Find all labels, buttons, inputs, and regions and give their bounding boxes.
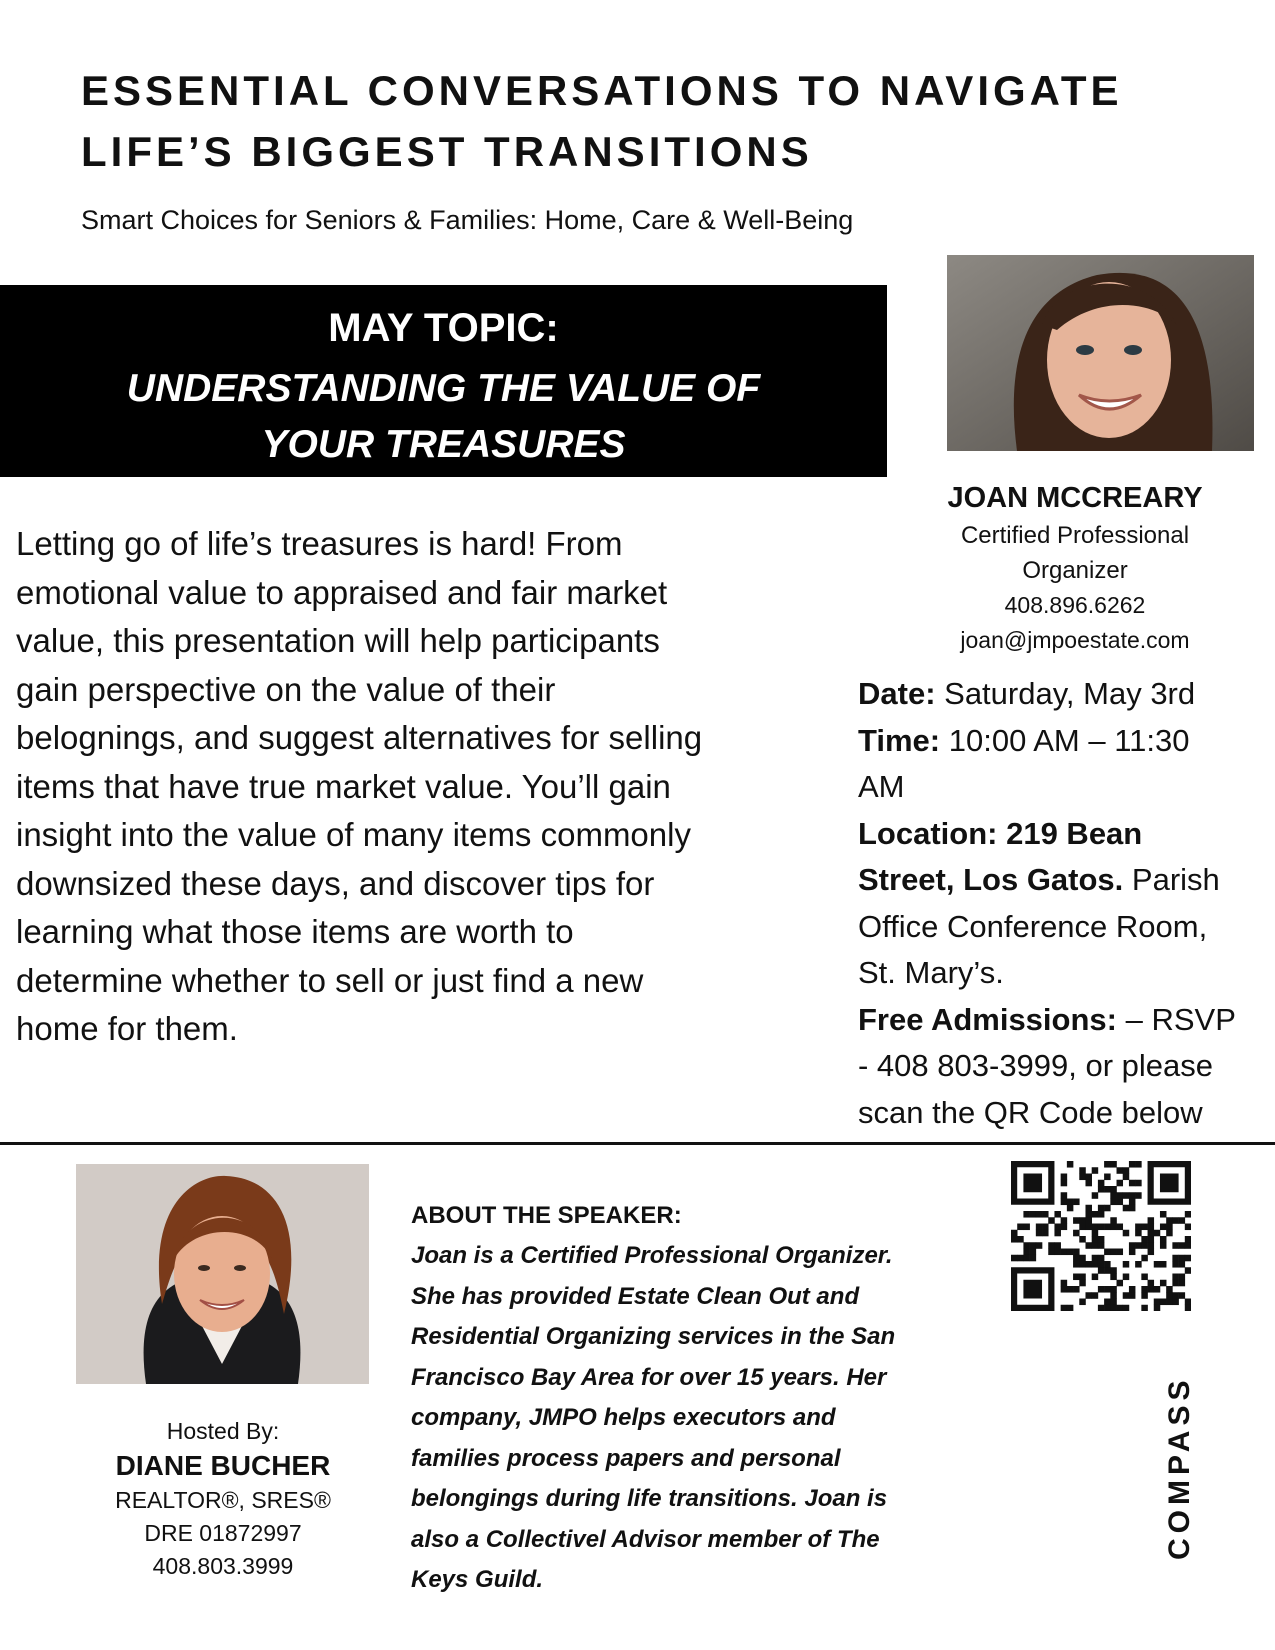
- event-date-value: Saturday, May 3rd: [944, 676, 1196, 711]
- topic-banner: [0, 285, 887, 477]
- speaker-portrait-icon: [947, 255, 1254, 451]
- about-speaker: [411, 1196, 971, 1601]
- event-location-label-1: Location: 219 Bean: [858, 815, 1143, 851]
- flyer-title: [81, 60, 1211, 182]
- event-location-value-3: St. Mary’s.: [858, 955, 1004, 990]
- description-line: downsized these days, and discover tips for: [16, 864, 655, 902]
- host-portrait-icon: [76, 1164, 369, 1384]
- description-line: items that have true market value. You’ll gain: [16, 767, 671, 805]
- description-line: emotional value to appraised and fair market: [16, 573, 668, 611]
- description-line: determine whether to sell or just find a new: [16, 961, 644, 999]
- description-line: Letting go of life’s treasures is hard! From: [16, 525, 623, 562]
- host-photo: [76, 1164, 369, 1384]
- about-line: families process papers and personal: [411, 1444, 841, 1472]
- speaker-role-line-2: Organizer: [1022, 557, 1128, 584]
- topic-label: MAY TOPIC:: [328, 306, 559, 350]
- qr-code-icon: [1011, 1161, 1191, 1311]
- event-time: [858, 718, 1275, 765]
- about-line: also a Collectivel Advisor member of The: [411, 1525, 880, 1553]
- event-location-line-2: [858, 857, 1275, 904]
- about-line: She has provided Estate Clean Out and: [411, 1282, 860, 1310]
- event-admission-line-2: - 408 803-3999, or please: [858, 1048, 1214, 1083]
- event-time-cont: AM: [858, 769, 905, 804]
- host-credentials: REALTOR®, SRES®: [115, 1487, 331, 1513]
- flyer-title-line-2: LIFE’S BIGGEST TRANSITIONS: [81, 128, 813, 175]
- event-location-value-1: Parish: [1131, 862, 1220, 897]
- speaker-photo: [947, 255, 1254, 451]
- description-line: home for them.: [16, 1010, 238, 1047]
- flyer-subtitle: Smart Choices for Seniors & Families: Home, Care & Well-Being: [81, 205, 854, 235]
- event-location-label-2: Street, Los Gatos.: [858, 862, 1124, 897]
- section-divider: [0, 1142, 1275, 1145]
- speaker-phone: 408.896.6262: [1004, 592, 1146, 618]
- about-text: [411, 1236, 971, 1601]
- event-date: [858, 671, 1275, 718]
- about-line: Residential Organizing services in the San: [411, 1323, 896, 1350]
- host-name: DIANE BUCHER: [115, 1450, 331, 1481]
- event-time-label: Time:: [858, 722, 941, 758]
- topic-title-line-1: UNDERSTANDING THE VALUE OF: [126, 367, 761, 410]
- host-license: DRE 01872997: [144, 1520, 302, 1546]
- host-info: [88, 1414, 358, 1583]
- description-line: gain perspective on the value of their: [16, 670, 556, 708]
- event-admission: [858, 997, 1275, 1044]
- description-line: value, this presentation will help participants: [16, 622, 660, 659]
- speaker-role-line-1: Certified Professional: [960, 522, 1190, 549]
- rsvp-qr-code[interactable]: [1011, 1161, 1191, 1311]
- about-line: Joan is a Certified Professional Organizer.: [411, 1242, 893, 1269]
- speaker-name: JOAN MCCREARY: [947, 482, 1203, 514]
- description-line: belognings, and suggest alternatives for selling: [16, 719, 703, 756]
- about-line: Francisco Bay Area for over 15 years. Her: [411, 1363, 887, 1391]
- event-location-value-2: Office Conference Room,: [858, 908, 1208, 944]
- host-label: Hosted By:: [166, 1418, 280, 1444]
- event-time-value: 10:00 AM – 11:30: [948, 722, 1190, 758]
- compass-logo: [1160, 1375, 1200, 1560]
- about-line: company, JMPO helps executors and: [411, 1404, 836, 1431]
- description-line: insight into the value of many items commonly: [16, 816, 691, 853]
- compass-logo-text: COMPASS: [1163, 1375, 1196, 1560]
- host-phone: 408.803.3999: [152, 1553, 294, 1579]
- about-heading: ABOUT THE SPEAKER:: [411, 1202, 682, 1229]
- speaker-email[interactable]: joan@jmpoestate.com: [960, 627, 1190, 653]
- event-location-line-1: [858, 811, 1275, 858]
- event-admission-line-3: scan the QR Code below: [858, 1094, 1203, 1130]
- flyer-title-line-1: ESSENTIAL CONVERSATIONS TO NAVIGATE: [81, 67, 1123, 114]
- event-details: [858, 671, 1275, 1136]
- about-line: belongings during life transitions. Joan is: [411, 1485, 888, 1512]
- about-line: Keys Guild.: [411, 1566, 544, 1593]
- event-date-label: Date:: [858, 676, 936, 711]
- event-admission-label: Free Admissions:: [858, 1001, 1117, 1037]
- event-description: [16, 520, 826, 1054]
- description-line: learning what those items are worth to: [16, 913, 574, 950]
- speaker-card: [930, 478, 1220, 658]
- topic-title-line-2: YOUR TREASURES: [261, 423, 626, 466]
- topic-title: [0, 361, 887, 473]
- event-admission-value: – RSVP: [1125, 1001, 1236, 1037]
